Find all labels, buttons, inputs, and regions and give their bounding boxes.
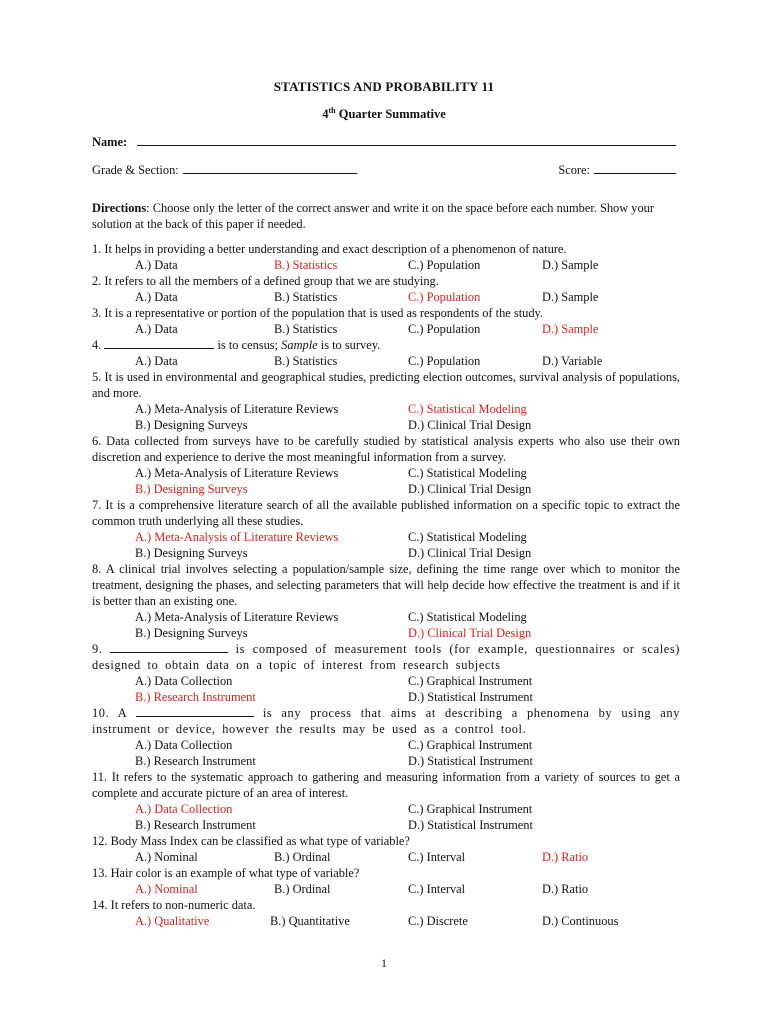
choices-3 [92,321,680,337]
answer-blank [136,705,254,717]
option-d: D.) Sample [542,258,599,272]
option-a: A.) Qualitative [135,914,210,928]
option-c: C.) Statistical Modeling [408,530,527,544]
question-10 [92,705,680,737]
option-a: A.) Data [135,322,178,336]
option-c: C.) Graphical Instrument [408,738,533,752]
question-number: 9. [92,642,111,656]
quarter-suffix: th [328,106,336,115]
option-c: C.) Statistical Modeling [408,610,527,624]
choices-7 [92,529,680,561]
question-text: is to survey. [317,338,381,352]
option-a: A.) Nominal [135,850,198,864]
option-b: B.) Quantitative [270,914,350,928]
choices-9 [92,673,680,705]
option-c: C.) Graphical Instrument [408,802,533,816]
option-a: A.) Data [135,258,178,272]
option-d: D.) Clinical Trial Design [408,418,532,432]
option-b: B.) Designing Surveys [135,418,248,432]
option-b: B.) Designing Surveys [135,546,248,560]
choices-4 [92,353,680,369]
directions [92,200,682,232]
option-c: C.) Population [408,354,481,368]
question-5: 5. It is used in environmental and geographical studies, predicting election outcomes, survival analysis of populations, and more. [92,370,680,400]
choices-5 [92,401,680,433]
option-b: B.) Statistics [274,354,338,368]
question-text: is to census; [214,338,282,352]
question-text: is any process that aims at describing a phenomena by using any instrument or device, however the results may be used as a control tool. [92,706,680,736]
option-a: A.) Data Collection [135,674,233,688]
question-9 [92,641,680,673]
option-d: D.) Sample [542,322,599,336]
option-b: B.) Designing Surveys [135,626,248,640]
name-row [92,134,676,150]
option-c: C.) Discrete [408,914,468,928]
option-b: B.) Research Instrument [135,818,256,832]
option-b: B.) Research Instrument [135,690,256,704]
choices-10 [92,737,680,769]
option-d: D.) Ratio [542,882,589,896]
option-c: C.) Population [408,322,481,336]
grade-score-row [92,162,676,178]
option-d: D.) Variable [542,354,603,368]
subtitle-text: Quarter Summative [335,107,446,122]
directions-text: : Choose only the letter of the correct answer and write it on the space before each number. Show your solution at the back of this paper if needed. [92,201,655,231]
choices-6 [92,465,680,497]
question-3: 3. It is a representative or portion of the population that is used as respondents of the study. [92,306,544,320]
choices-1 [92,257,680,273]
choices-2 [92,289,680,305]
question-6: 6. Data collected from surveys have to be carefully studied by statistical analysis experts who also use their own discretion and experience to derive the most meaningful information from a survey. [92,434,680,464]
name-line [137,134,676,146]
answer-blank [104,337,214,349]
question-text: is composed of measurement tools (for example, questionnaires or scales) designed to obtain data on a topic of interest from research subjects [92,642,680,672]
option-d: D.) Statistical Instrument [408,690,533,704]
score-label: Score: [558,163,590,177]
name-label: Name: [92,135,128,149]
choices-8 [92,609,680,641]
directions-label: Directions [92,201,147,215]
option-d: D.) Statistical Instrument [408,818,533,832]
choices-11 [92,801,680,833]
choices-14 [92,913,680,929]
question-2: 2. It refers to all the members of a defined group that we are studying. [92,274,439,288]
option-b: B.) Statistics [274,258,338,272]
option-a: A.) Nominal [135,882,198,896]
grade-label: Grade & Section: [92,163,179,177]
option-c: C.) Graphical Instrument [408,674,533,688]
option-a: A.) Data [135,354,178,368]
option-d: D.) Continuous [542,914,619,928]
option-a: A.) Meta-Analysis of Literature Reviews [135,466,339,480]
option-b: B.) Ordinal [274,850,331,864]
question-14: 14. It refers to non-numeric data. [92,898,256,912]
option-d: D.) Clinical Trial Design [408,482,532,496]
choices-13 [92,881,680,897]
option-b: B.) Ordinal [274,882,331,896]
option-b: B.) Statistics [274,290,338,304]
option-c: C.) Population [408,258,481,272]
option-a: A.) Data Collection [135,802,233,816]
question-11: 11. It refers to the systematic approach to gathering and measuring information from a variety of sources to get a complete and accurate picture of an area of interest. [92,770,680,800]
option-c: C.) Interval [408,882,466,896]
question-list [92,241,680,929]
grade-line [183,162,357,174]
question-4 [92,337,680,353]
question-number: 4. [92,338,105,352]
score-line [594,162,676,174]
question-7: 7. It is a comprehensive literature search of all the available published information on a specific topic to extract the common truth underlying all these studies. [92,498,680,528]
option-a: A.) Meta-Analysis of Literature Reviews [135,402,339,416]
question-13: 13. Hair color is an example of what type of variable? [92,866,360,880]
page-title: STATISTICS AND PROBABILITY 11 [273,79,495,94]
option-d: D.) Clinical Trial Design [408,546,532,560]
question-italic: Sample [281,338,318,352]
option-c: C.) Interval [408,850,466,864]
option-b: B.) Statistics [274,322,338,336]
option-d: D.) Statistical Instrument [408,754,533,768]
option-a: A.) Data Collection [135,738,233,752]
option-b: B.) Research Instrument [135,754,256,768]
option-a: A.) Meta-Analysis of Literature Reviews [135,610,339,624]
option-d: D.) Clinical Trial Design [408,626,532,640]
option-d: D.) Sample [542,290,599,304]
choices-12 [92,849,680,865]
option-c: C.) Statistical Modeling [408,466,527,480]
option-c: C.) Population [408,290,481,304]
question-12: 12. Body Mass Index can be classified as what type of variable? [92,834,410,848]
question-number: 10. A [92,706,136,720]
option-a: A.) Meta-Analysis of Literature Reviews [135,530,339,544]
option-d: D.) Ratio [542,850,589,864]
page-number: 1 [381,956,387,970]
option-c: C.) Statistical Modeling [408,402,527,416]
option-b: B.) Designing Surveys [135,482,248,496]
quarter-number: 4 [322,107,329,122]
answer-blank [110,641,228,653]
question-1: 1. It helps in providing a better understanding and exact description of a phenomenon of nature. [92,242,567,256]
question-8: 8. A clinical trial involves selecting a population/sample size, defining the time range over which to monitor the treatment, designing the phases, and selecting parameters that will help decide how effective the treatment is and if it is better than an existing one. [92,562,680,608]
page-subtitle [0,106,768,122]
option-a: A.) Data [135,290,178,304]
